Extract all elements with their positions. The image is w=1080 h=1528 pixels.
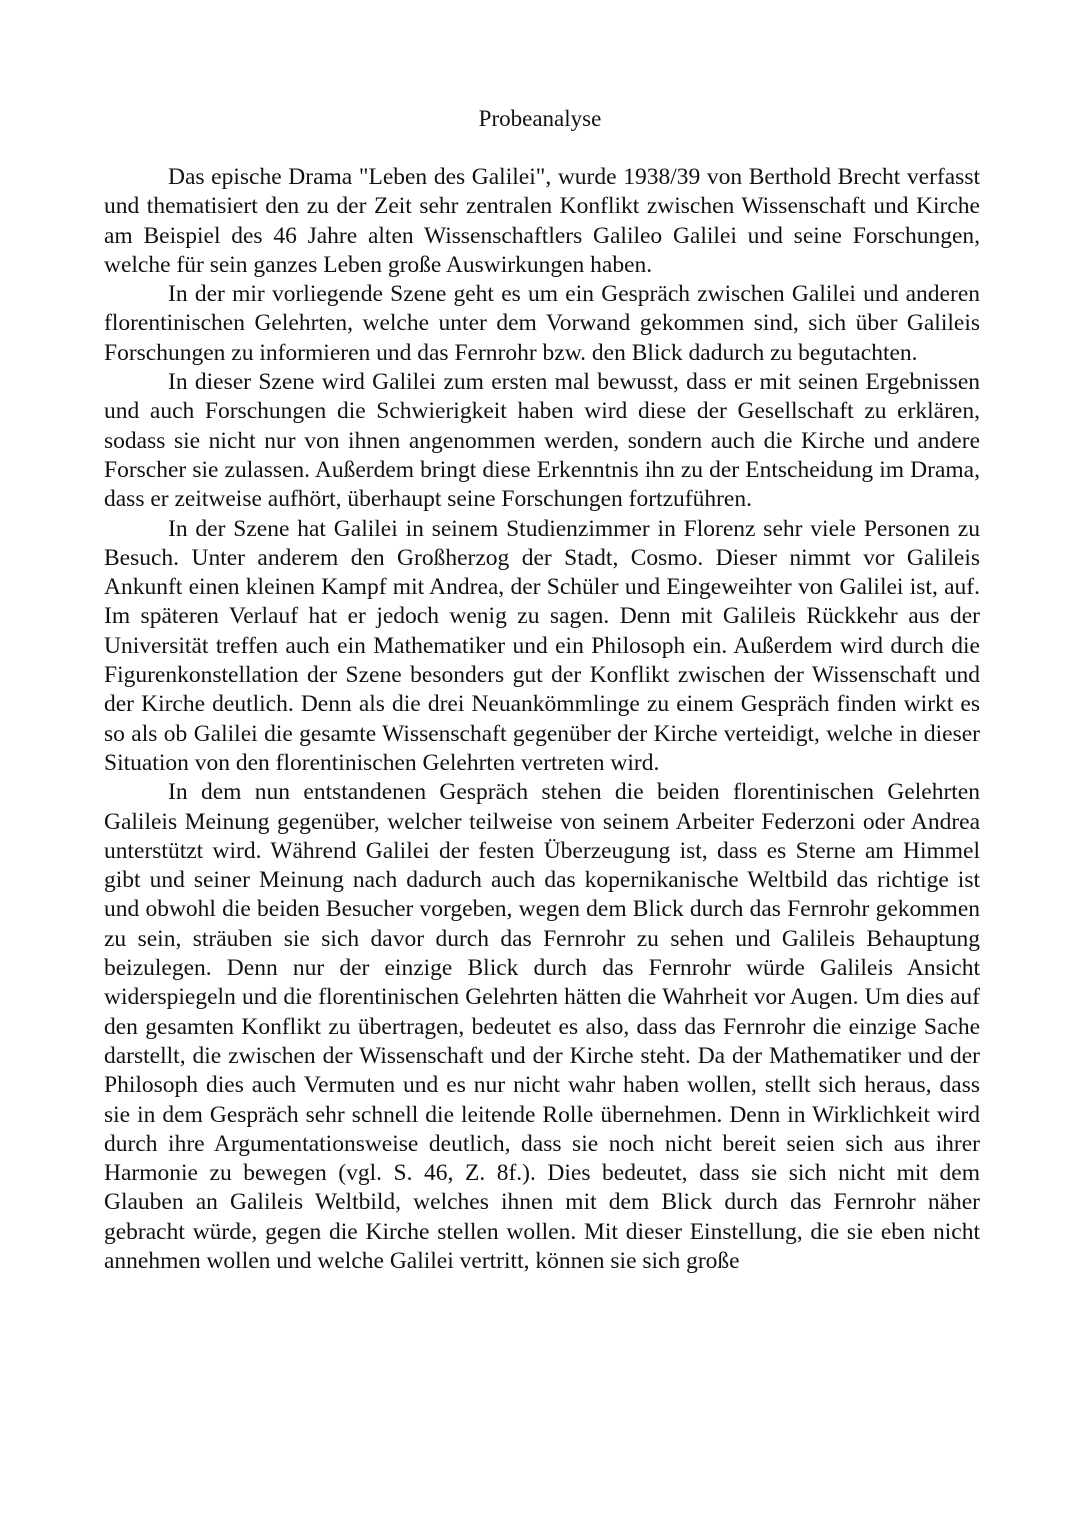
paragraph-4: In der Szene hat Galilei in seinem Studienzimmer in Florenz sehr viele Personen zu Besuch. Unter anderem den Großherzog der Stadt, Cosmo. Dieser nimmt vor Galileis Ankunft einen kleinen Kampf mit Andrea, der Schüler und Eingeweihter von Galilei ist, auf. Im späteren Verlauf hat er jedoch wenig zu sagen. Denn mit Galileis Rückkehr aus der Universität treffen auch ein Mathematiker und ein Philosoph ein. Außerdem wird durch die Figurenkonstellation der Szene besonders gut der Konflikt zwischen der Wissenschaft und der Kirche deutlich. Denn als die drei Neuankömmlinge zu einem Gespräch finden wirkt es so als ob Galilei die gesamte Wissenschaft gegenüber der Kirche verteidigt, welche in dieser Situation von den florentinischen Gelehrten vertreten wird. bbox=[104, 515, 980, 776]
paragraph-3: In dieser Szene wird Galilei zum ersten mal bewusst, dass er mit seinen Ergebnissen und auch Forschungen die Schwierigkeit haben wird diese der Gesellschaft zu erklären, sodass sie nicht nur von ihnen angenommen werden, sondern auch die Kirche und andere Forscher sie zulassen. Außerdem bringt diese Erkenntnis ihn zu der Entscheidung im Drama, dass er zeitweise aufhört, überhaupt seine Forschungen fortzuführen. bbox=[104, 369, 980, 513]
document-title: Probeanalyse bbox=[478, 106, 602, 131]
paragraph-1: Das epische Drama "Leben des Galilei", wurde 1938/39 von Berthold Brecht verfasst und thematisiert den zu der Zeit sehr zentralen Konflikt zwischen Wissenschaft und Kirche am Beispiel des 46 Jahre alten Wissenschaftlers Galileo Galilei und seine Forschungen, welche für sein ganzes Leben große Auswirkungen haben. bbox=[104, 164, 980, 278]
paragraph-5: In dem nun entstandenen Gespräch stehen die beiden florentinischen Gelehrten Galileis Meinung gegenüber, welcher teilweise von seinem Arbeiter Federzoni oder Andrea unterstützt wird. Während Galilei der festen Überzeugung ist, dass es Sterne am Himmel gibt und seiner Meinung nach dadurch auch das kopernikanische Weltbild das richtige ist und obwohl die beiden Besucher vorgeben, wegen dem Blick durch das Fernrohr gekommen zu sein, sträuben sie sich davor durch das Fernrohr zu sehen und Galileis Behauptung beizulegen. Denn nur der einzige Blick durch das Fernrohr würde Galileis Ansicht widerspiegeln und die florentinischen Gelehrten hätten die Wahrheit vor Augen. Um dies auf den gesamten Konflikt zu übertragen, bedeutet es also, dass das Fernrohr die einzige Sache darstellt, die zwischen der Wissenschaft und der Kirche steht. Da der Mathematiker und der Philosoph dies auch Vermuten und es nur nicht wahr haben wollen, stellt sich heraus, dass sie in dem Gespräch sehr schnell die leitende Rolle übernehmen. Denn in Wirklichkeit wird durch ihre Argumentationsweise deutlich, dass sie noch nicht bereit seien sich aus ihrer Harmonie zu bewegen (vgl. S. 46, Z. 8f.). Dies bedeutet, dass sie sich nicht mit dem Glauben an Galileis Weltbild, welches ihnen mit dem Blick durch das Fernrohr näher gebracht würde, gegen die Kirche stellen wollen. Mit dieser Einstellung, die sie eben nicht annehmen wollen und welche Galilei vertritt, können sie sich große bbox=[104, 779, 980, 1274]
document-body bbox=[104, 163, 980, 1276]
paragraph-2: In der mir vorliegende Szene geht es um ein Gespräch zwischen Galilei und anderen florentinischen Gelehrten, welche unter dem Vorwand gekommen sind, sich über Galileis Forschungen zu informieren und das Fernrohr bzw. den Blick dadurch zu begutachten. bbox=[104, 281, 980, 366]
